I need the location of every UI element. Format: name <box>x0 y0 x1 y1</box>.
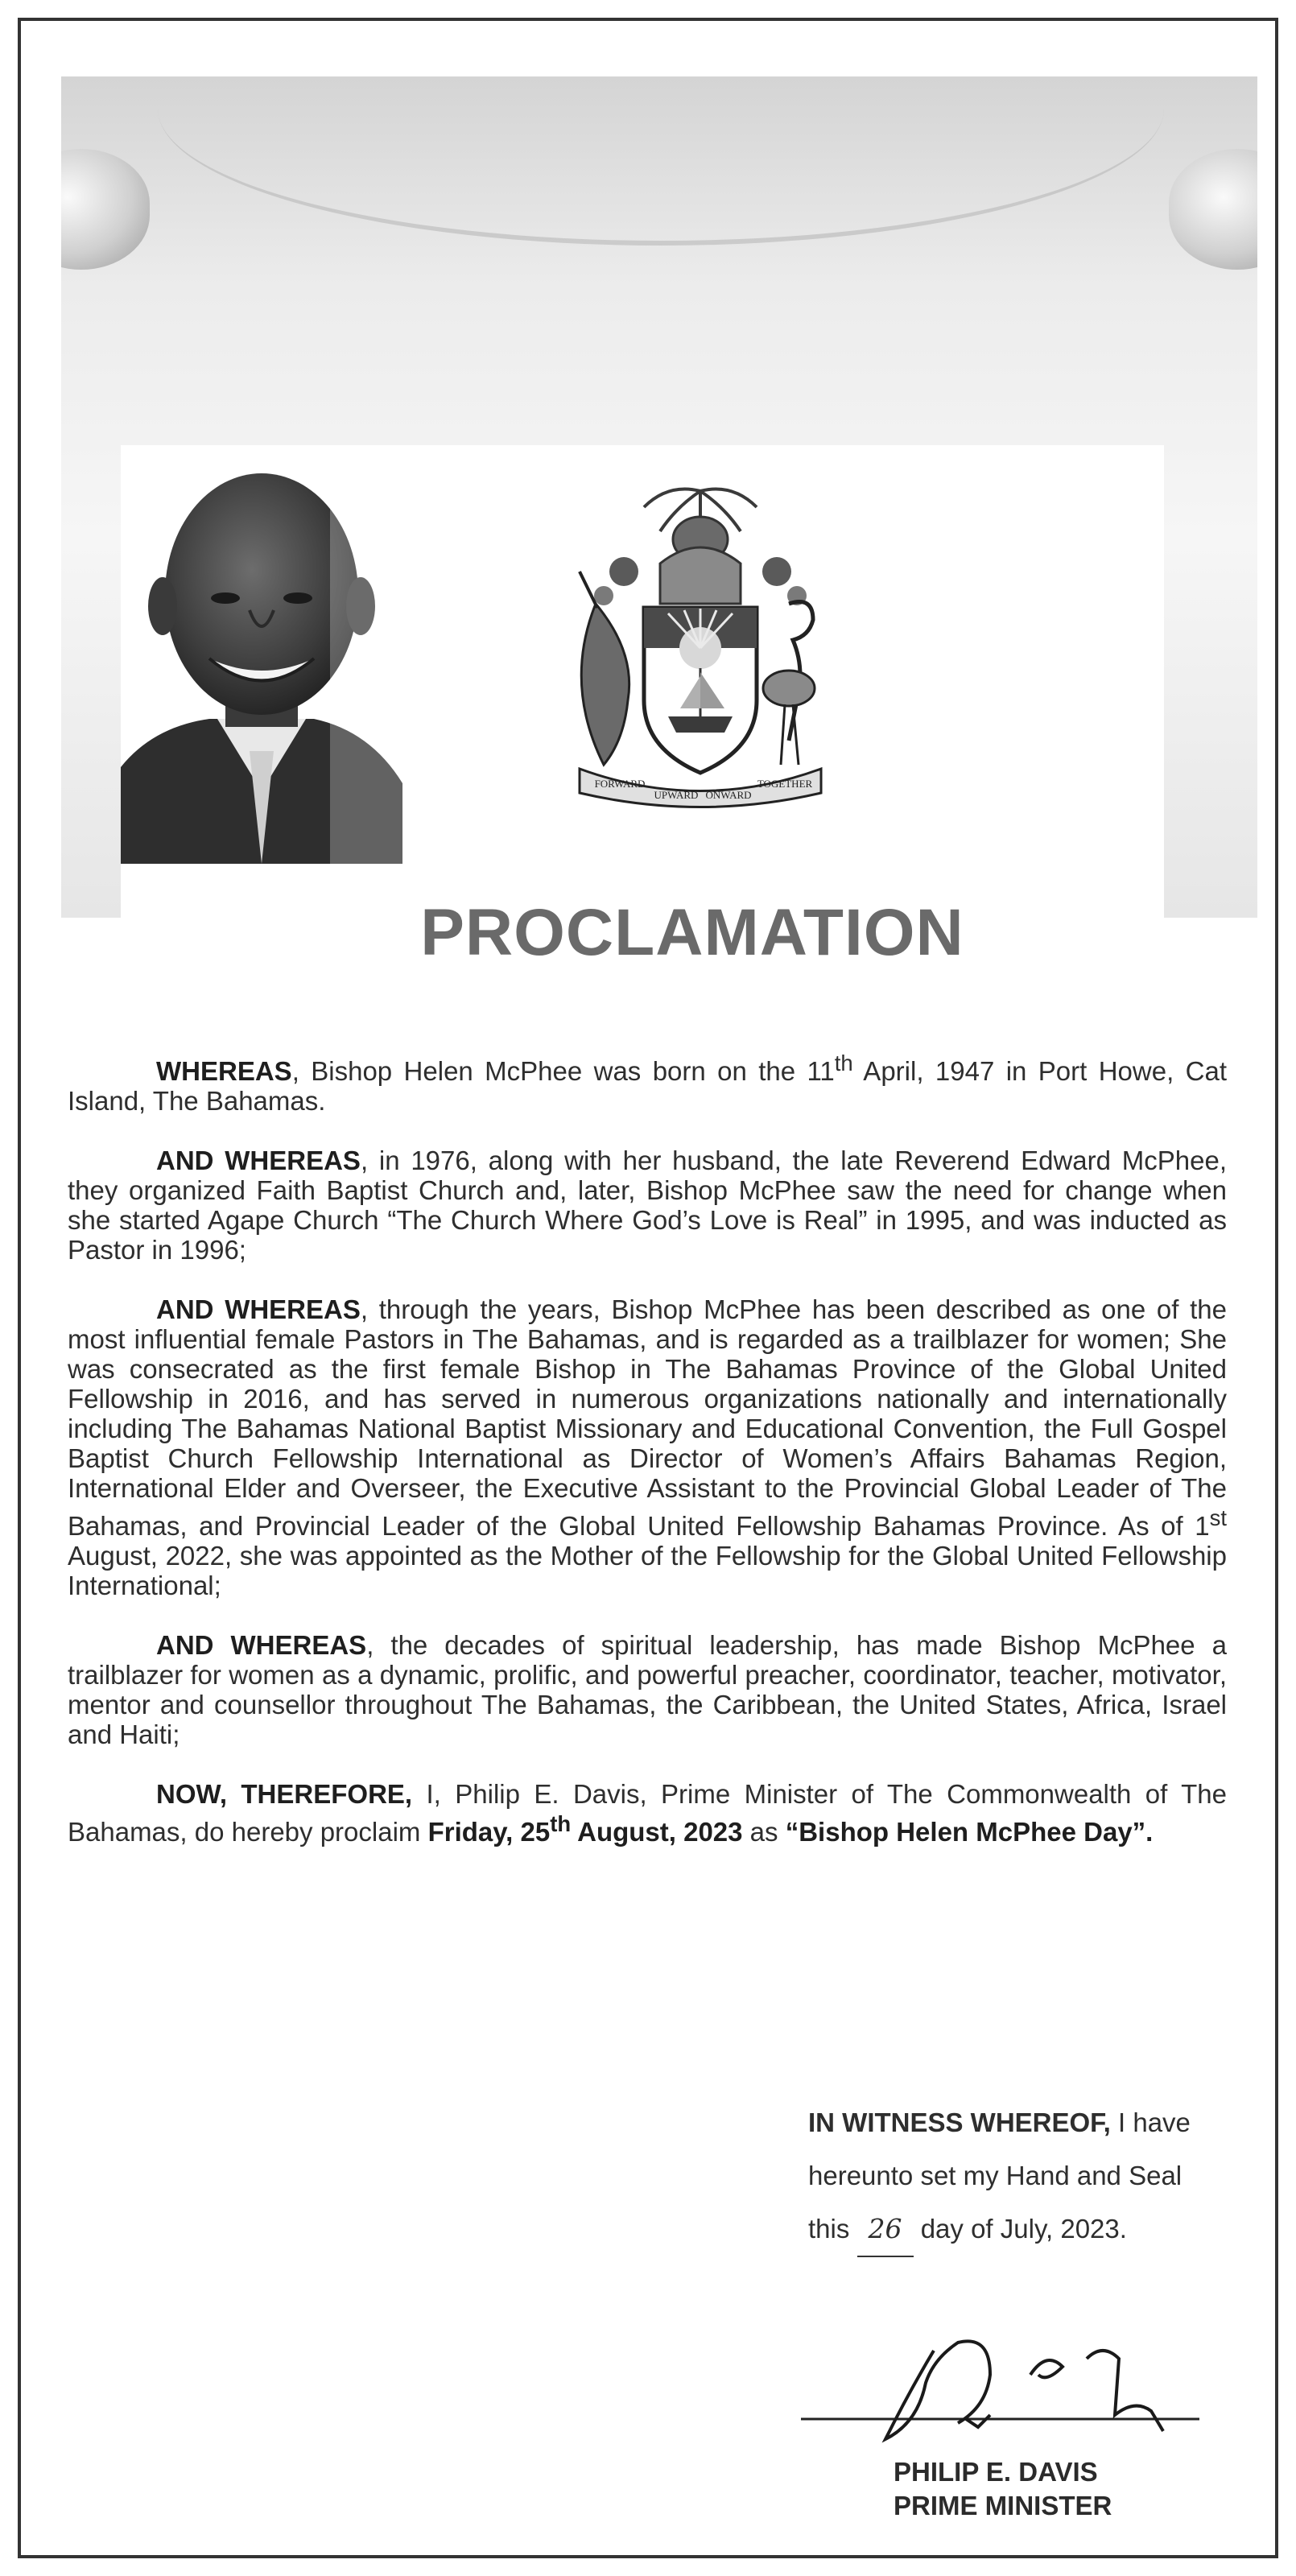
signatory-title: PRIME MINISTER <box>894 2491 1112 2520</box>
handwritten-day: 26 <box>857 2202 914 2257</box>
proclamation-declaration <box>68 1779 1227 1847</box>
motto-word-together: TOGETHER <box>757 778 813 790</box>
paragraph-text: , the decades of spiritual leadership, has made Bishop McPhee a trailblazer for women as a dynamic, prolific, and powerful preacher, coordinator, teacher, motivator, mentor and counsellor throughout The Bahamas, the Caribbean, the United States, Africa, Israel and Haiti; <box>68 1630 1228 1749</box>
witness-text: day of July, 2023. <box>913 2214 1127 2244</box>
paragraph-text: as <box>742 1817 786 1847</box>
portrait-photo <box>121 445 402 864</box>
motto-word-forward: FORWARD <box>594 778 646 790</box>
witness-line-2: hereunto set my Hand and Seal <box>808 2161 1182 2190</box>
paragraph-text: April, 1947 in Port Howe, Cat Island, The Bahamas. <box>68 1056 1227 1116</box>
paragraph-lead: AND WHEREAS <box>156 1294 361 1324</box>
ordinal-suffix: st <box>1209 1505 1227 1530</box>
paragraph-lead: AND WHEREAS <box>156 1146 361 1175</box>
paragraph-text: , through the years, Bishop McPhee has been described as one of the most influential female Pastors in The Bahamas, and is regarded as a trailblazer for women; She was consecrated as the first female Bishop in The Bahamas Province of the Global United Fellowship in 2016, and has served in numerous organizations nationally and internationally including The Bahamas National Baptist Missionary and Educational Convention, the Full Gospel Baptist Church Fellowship International as Director of Women’s Affairs Bahamas Region, International Elder and Overseer, the Executive Assistant to the Provincial Global Leader of The Bahamas, and Provincial Leader of the Global United Fellowship Bahamas Province. As of 1 <box>68 1294 1228 1541</box>
witness-line-3 <box>808 2202 1227 2257</box>
paragraph-text: , Bishop Helen McPhee was born on the 11 <box>291 1056 835 1086</box>
proclaimed-date: Friday, 25th August, 2023 <box>427 1811 743 1847</box>
scroll-curl <box>158 109 1164 246</box>
signature-mark <box>797 2318 1232 2447</box>
motto-word-onward: ONWARD <box>705 789 752 801</box>
scroll-roll-left <box>61 149 150 270</box>
whereas-paragraph-leadership <box>68 1630 1227 1749</box>
motto-word-upward: UPWARD <box>654 789 699 801</box>
witness-block <box>808 2096 1227 2257</box>
scroll-roll-right <box>1169 149 1257 270</box>
paragraph-text: I, Philip E. Davis, Prime Minister of The Commonwealth of The Bahamas, do hereby proclaim <box>68 1779 1228 1847</box>
paragraph-lead: WHEREAS <box>156 1056 292 1086</box>
whereas-paragraph-career <box>68 1294 1227 1600</box>
portrait-illustration <box>121 445 402 864</box>
signatory-block <box>894 2455 1135 2523</box>
witness-line-1 <box>808 2096 1227 2149</box>
signature-stroke-initial <box>885 2341 990 2439</box>
paragraph-text: , in 1976, along with her husband, the late Reverend Edward McPhee, they organized Faith Baptist Church and, later, Bishop McPhee saw the need for change when she started Agape Church “The Church Where God’s Love is Real” in 1995, and was inducted as Pastor in 1996; <box>68 1146 1227 1265</box>
signatory-name: PHILIP E. DAVIS <box>894 2457 1098 2487</box>
whereas-paragraph-church <box>68 1146 1227 1265</box>
witness-text: this <box>808 2214 857 2244</box>
proclamation-body <box>68 1048 1227 1876</box>
witness-lead: IN WITNESS WHEREOF, <box>808 2107 1111 2137</box>
paragraph-lead: AND WHEREAS <box>156 1630 367 1660</box>
proclaimed-day-name: “Bishop Helen McPhee Day”. <box>785 1817 1154 1847</box>
paragraph-lead: NOW, THEREFORE, <box>156 1779 413 1809</box>
coat-of-arms-illustration <box>547 475 853 813</box>
witness-text: I have <box>1110 2107 1191 2137</box>
coat-of-arms-emblem <box>547 475 853 813</box>
ordinal-suffix: th <box>834 1051 853 1075</box>
paragraph-text: August, 2022, she was appointed as the Mother of the Fellowship for the Global United Fellowship International; <box>68 1541 1227 1600</box>
whereas-paragraph-birth <box>68 1048 1227 1116</box>
proclamation-title: PROCLAMATION <box>420 896 964 969</box>
